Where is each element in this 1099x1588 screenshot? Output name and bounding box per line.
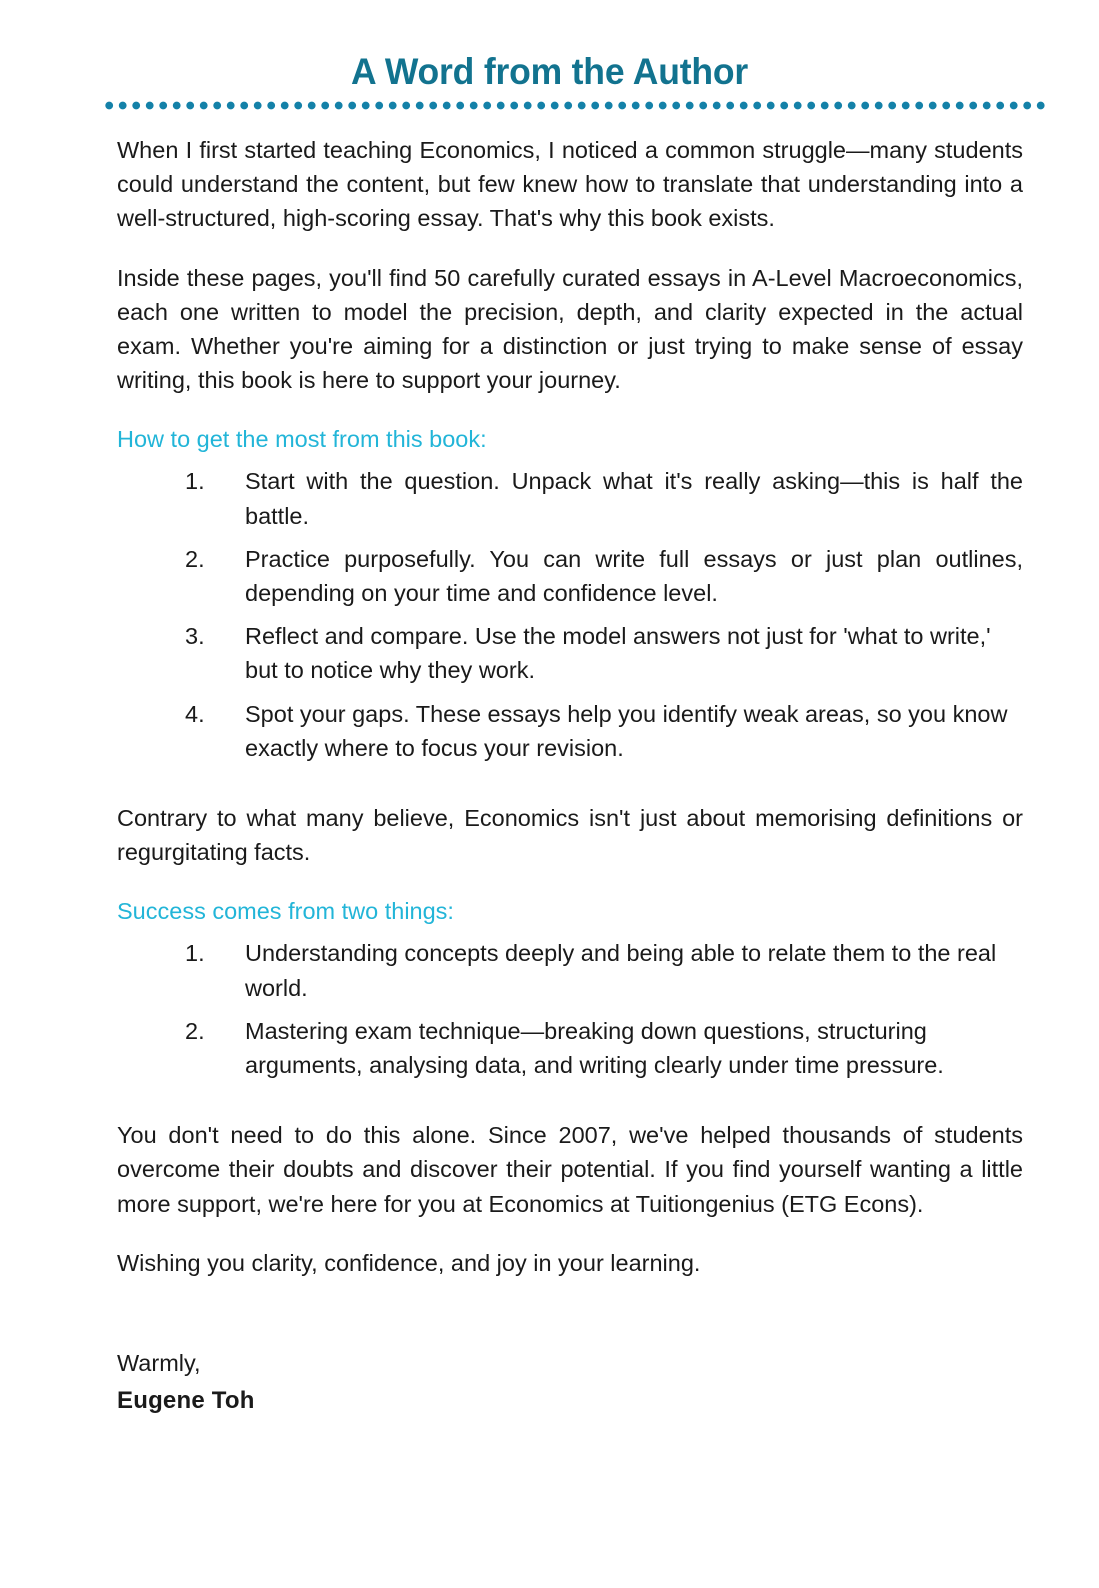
list-item-number: 1. [185, 468, 205, 495]
signature-block [117, 1346, 1023, 1418]
page-title: A Word from the Author [351, 51, 748, 92]
subheading-success-comes-from: Success comes from two things: [117, 898, 454, 925]
list-item-text: Understanding concepts deeply and being able to relate them to the real world. [245, 940, 997, 1001]
list-item-number: 2. [185, 545, 205, 572]
paragraph-contrary-to-belief: Contrary to what many believe, Economics isn't just about memorising definitions or regurgitating facts. [117, 805, 1023, 866]
list-item [117, 697, 1023, 765]
list-item [117, 936, 1023, 1004]
list-item-number: 4. [185, 700, 205, 727]
paragraph-inside-these-pages: Inside these pages, you'll find 50 carefully curated essays in A-Level Macroeconomics, each one written to model the precision, depth, and clarity expected in the actual exam. Whether you're aiming for a distinction or just trying to make sense of essay writing, this book is here to support your journey. [117, 264, 1023, 394]
numbered-list-how-to [117, 464, 1023, 765]
signature-name: Eugene Toh [117, 1387, 255, 1415]
list-item [117, 619, 1023, 687]
list-item-text: Practice purposefully. You can write full essays or just plan outlines, depending on your time and confidence level. [245, 545, 1023, 607]
subheading-how-to-get-the-most: How to get the most from this book: [117, 426, 487, 453]
list-item-text: Start with the question. Unpack what it's really asking—this is half the battle. [245, 468, 1023, 529]
spacer [117, 787, 1023, 801]
list-item-text: Reflect and compare. Use the model answers not just for 'what to write,' but to notice why they work. [245, 623, 991, 684]
document-body [117, 133, 1023, 1418]
list-item-number: 1. [185, 940, 205, 967]
list-item-number: 2. [185, 1017, 205, 1044]
list-item-text: Mastering exam technique—breaking down questions, structuring arguments, analysing data, and writing clearly under time pressure. [245, 1017, 944, 1079]
list-item-number: 3. [185, 623, 205, 650]
list-item [117, 542, 1023, 610]
page-header [0, 0, 1099, 93]
list-item-text: Spot your gaps. These essays help you identify weak areas, so you know exactly where to focus your revision. [245, 700, 1008, 761]
signature-closing: Warmly, [117, 1350, 201, 1377]
list-item [117, 464, 1023, 532]
dotted-divider [105, 101, 1049, 110]
numbered-list-success [117, 936, 1023, 1082]
paragraph-you-dont-need-to-do-this-alone: You don't need to do this alone. Since 2007, we've helped thousands of students overcome their doubts and discover their potential. If you find yourself wanting a little more support, we're here for you at Economics at Tuitiongenius (ETG Econs). [117, 1122, 1023, 1217]
paragraph-wishing-you-clarity: Wishing you clarity, confidence, and joy in your learning. [117, 1249, 701, 1276]
list-item [117, 1014, 1023, 1082]
paragraph-intro: When I first started teaching Economics, I noticed a common struggle—many students could understand the content, but few knew how to translate that understanding into a well-structured, high-scoring essay. That's why this book exists. [117, 137, 1023, 232]
spacer [117, 1104, 1023, 1118]
